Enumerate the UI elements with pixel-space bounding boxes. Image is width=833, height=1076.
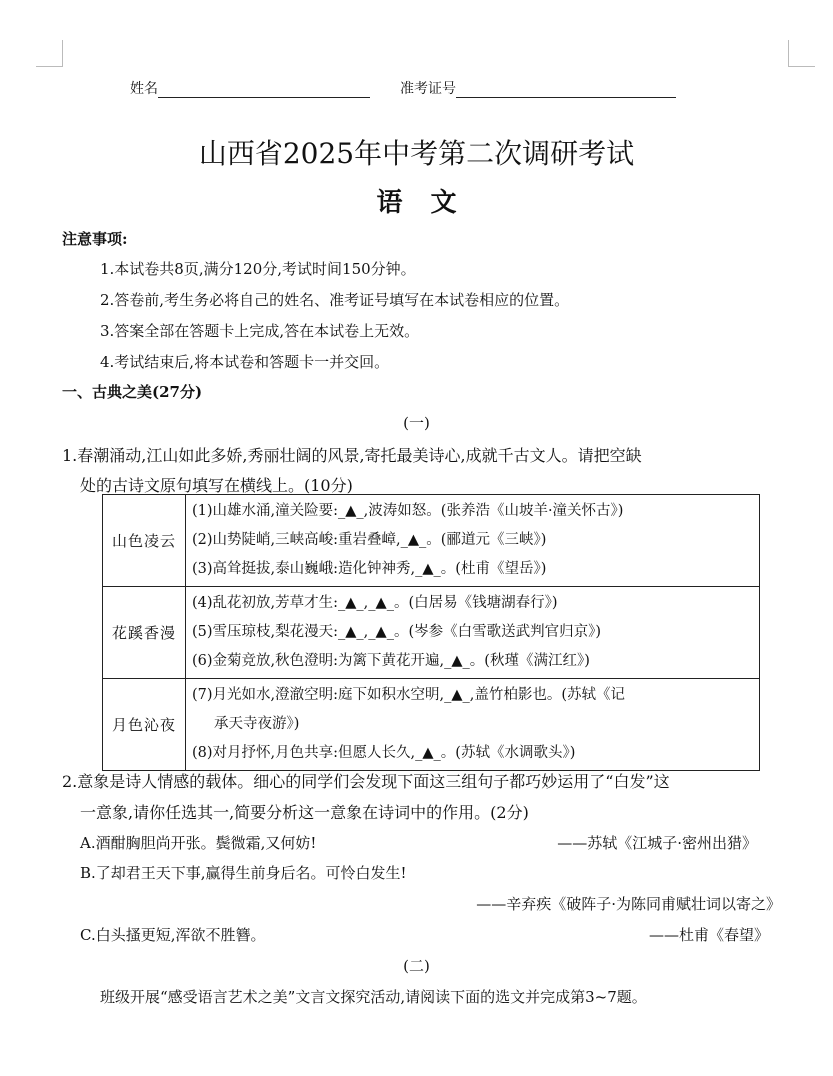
option-c: C.白头搔更短,浑欲不胜簪。 bbox=[80, 926, 266, 944]
fill-line: (8)对月抒怀,月色共享:但愿人长久,_▲_。(苏轼《水调歌头》) bbox=[192, 745, 576, 761]
fill-line: (3)高耸挺拔,泰山巍峨:造化钟神秀,_▲_。(杜甫《望岳》) bbox=[192, 561, 547, 577]
part-label: (一) bbox=[403, 414, 430, 432]
poetry-fill-table bbox=[102, 494, 760, 771]
note-item: 1.本试卷共8页,满分120分,考试时间150分钟。 bbox=[100, 260, 416, 278]
option-a: A.酒酣胸胆尚开张。鬓微霜,又何妨! bbox=[80, 834, 317, 852]
exam-id-blank bbox=[456, 82, 676, 98]
exam-title: 山西省2025年中考第二次调研考试 bbox=[198, 137, 635, 170]
table-row bbox=[103, 587, 760, 679]
fill-line: (7)月光如水,澄澈空明:庭下如积水空明,_▲_,盖竹柏影也。(苏轼《记 bbox=[192, 687, 626, 703]
table-row bbox=[103, 495, 760, 587]
notes-heading: 注意事项: bbox=[62, 230, 128, 248]
note-item: 3.答案全部在答题卡上完成,答在本试卷上无效。 bbox=[100, 322, 420, 340]
fill-line: (4)乱花初放,芳草才生:_▲_,_▲_。(白居易《钱塘湖春行》) bbox=[192, 595, 558, 611]
fill-line: (5)雪压琼枝,梨花漫天:_▲_,_▲_。(岑参《白雪歌送武判官归京》) bbox=[192, 624, 602, 640]
exam-id-label: 准考证号 bbox=[400, 81, 456, 97]
question-1-text: 1.春潮涌动,江山如此多娇,秀丽壮阔的风景,寄托最美诗心,成就千古文人。请把空缺 bbox=[62, 446, 642, 465]
part-2-intro: 班级开展“感受语言艺术之美”文言文探究活动,请阅读下面的选文并完成第3~7题。 bbox=[100, 988, 647, 1006]
table-row bbox=[103, 679, 760, 771]
lines-cell bbox=[186, 495, 760, 587]
option-b-source: ——辛弃疾《破阵子·为陈同甫赋壮词以寄之》 bbox=[476, 895, 781, 913]
option-a-source: ——苏轼《江城子·密州出猎》 bbox=[557, 834, 757, 852]
name-field bbox=[130, 78, 370, 98]
name-blank bbox=[158, 82, 370, 98]
part-label: (二) bbox=[403, 957, 430, 975]
name-label: 姓名 bbox=[130, 81, 158, 97]
option-c-source: ——杜甫《春望》 bbox=[648, 926, 769, 944]
category-cell: 山色凌云 bbox=[103, 495, 186, 587]
crop-mark-top-left bbox=[36, 40, 63, 67]
exam-id-field bbox=[400, 78, 676, 98]
fill-line: (1)山雄水涌,潼关险要:_▲_,波涛如怒。(张养浩《山坡羊·潼关怀古》) bbox=[192, 503, 624, 519]
category-cell: 花蹊香漫 bbox=[103, 587, 186, 679]
option-b: B.了却君王天下事,赢得生前身后名。可怜白发生! bbox=[80, 864, 407, 882]
fill-line: (2)山势陡峭,三峡高峻:重岩叠嶂,_▲_。(郦道元《三峡》) bbox=[192, 532, 547, 548]
category-cell: 月色沁夜 bbox=[103, 679, 186, 771]
lines-cell bbox=[186, 587, 760, 679]
note-item: 4.考试结束后,将本试卷和答题卡一并交回。 bbox=[100, 353, 390, 371]
lines-cell bbox=[186, 679, 760, 771]
note-item: 2.答卷前,考生务必将自己的姓名、准考证号填写在本试卷相应的位置。 bbox=[100, 291, 570, 309]
question-1-text-cont: 处的古诗文原句填写在横线上。(10分) bbox=[80, 476, 353, 495]
crop-mark-top-right bbox=[788, 40, 815, 67]
question-2-text: 2.意象是诗人情感的载体。细心的同学们会发现下面这三组句子都巧妙运用了“白发”这 bbox=[62, 772, 670, 791]
question-2-text-cont: 一意象,请你任选其一,简要分析这一意象在诗词中的作用。(2分) bbox=[80, 803, 529, 822]
fill-line-cont: 承天寺夜游》) bbox=[214, 716, 300, 732]
subject-title: 语文 bbox=[376, 188, 485, 218]
section-heading: 一、古典之美(27分) bbox=[62, 383, 203, 401]
fill-line: (6)金菊竞放,秋色澄明:为篱下黄花开遍,_▲_。(秋瑾《满江红》) bbox=[192, 653, 590, 669]
